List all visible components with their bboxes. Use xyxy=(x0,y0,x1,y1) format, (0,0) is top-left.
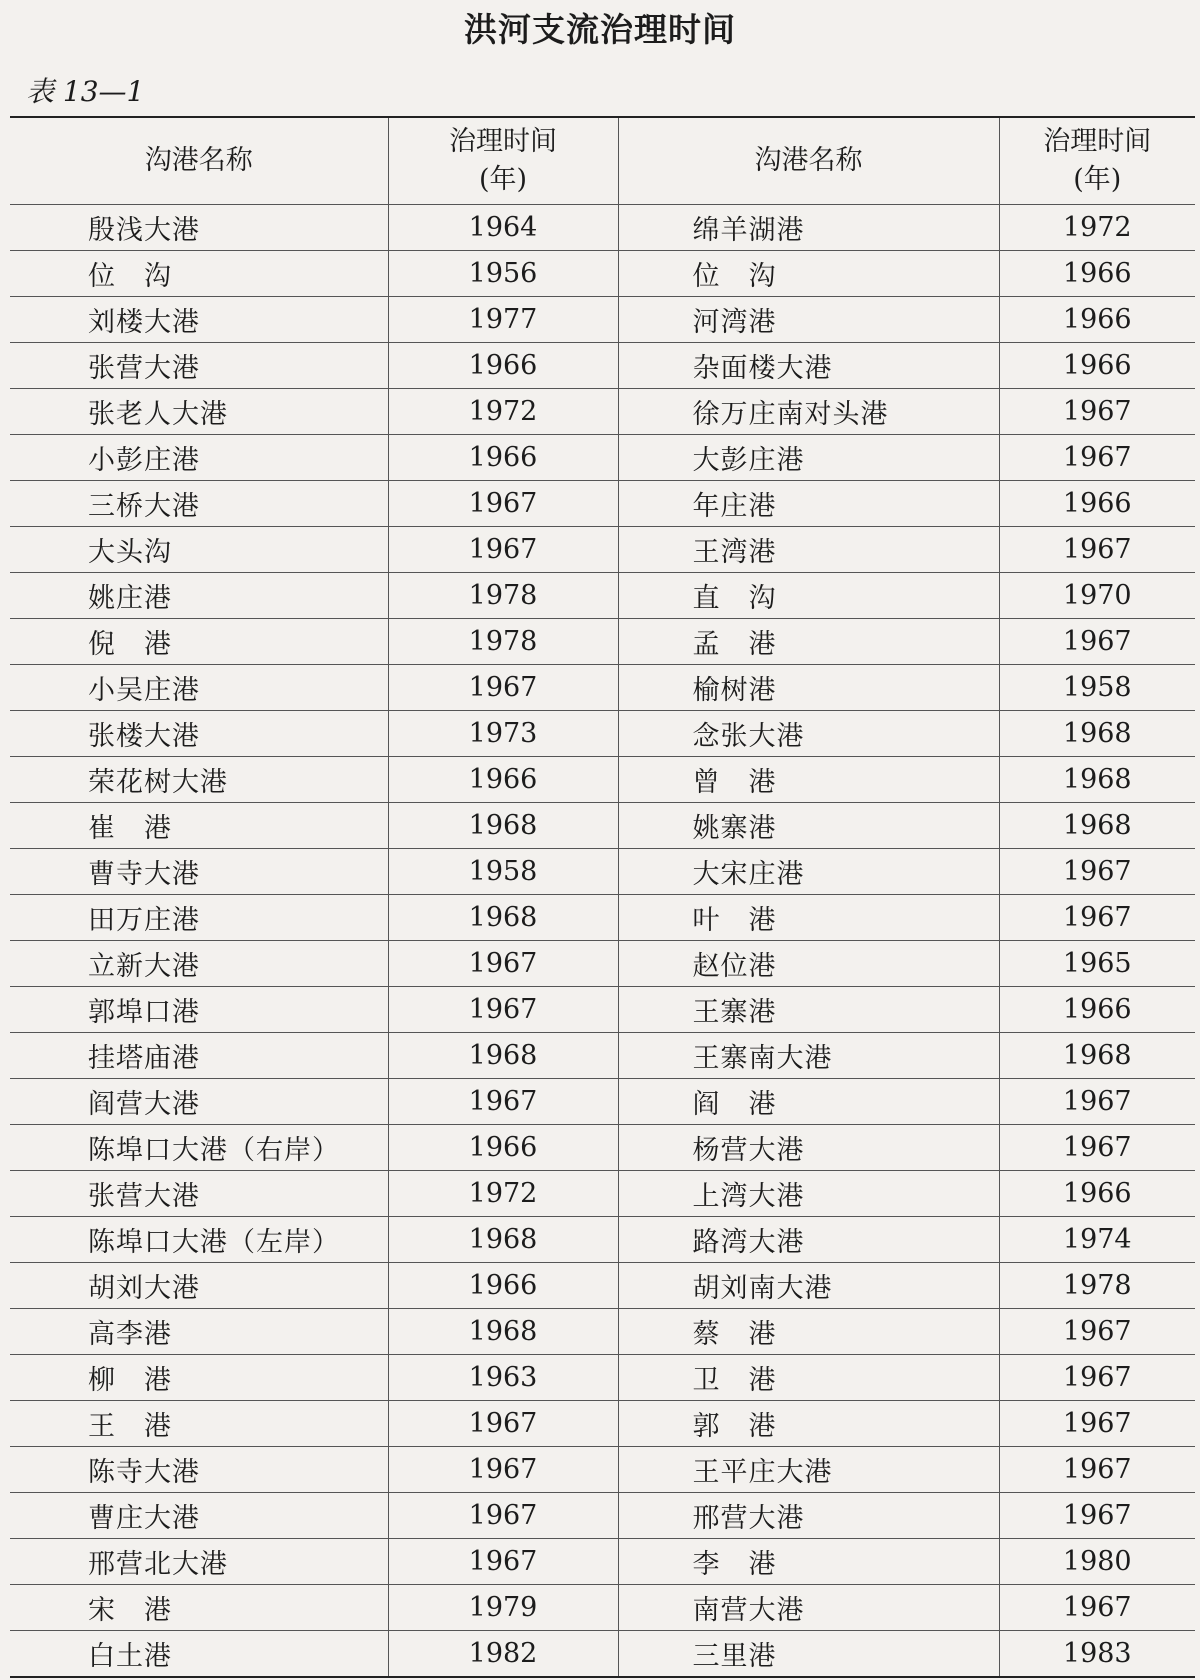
right-treatment-year: 1972 xyxy=(999,205,1195,251)
right-channel-name: 大彭庄港 xyxy=(618,435,999,481)
right-treatment-year: 1968 xyxy=(999,803,1195,849)
table-row xyxy=(10,757,1195,803)
right-treatment-year: 1967 xyxy=(999,1355,1195,1401)
right-treatment-year: 1967 xyxy=(999,1401,1195,1447)
right-treatment-year: 1966 xyxy=(999,481,1195,527)
left-channel-name: 张营大港 xyxy=(10,1171,388,1217)
right-channel-name: 阎 港 xyxy=(618,1079,999,1125)
table-row xyxy=(10,1493,1195,1539)
left-treatment-year: 1967 xyxy=(388,481,618,527)
table-row xyxy=(10,895,1195,941)
right-treatment-year: 1966 xyxy=(999,251,1195,297)
left-channel-name: 陈埠口大港（右岸） xyxy=(10,1125,388,1171)
right-channel-name: 李 港 xyxy=(618,1539,999,1585)
left-treatment-year: 1972 xyxy=(388,1171,618,1217)
table-row xyxy=(10,435,1195,481)
left-treatment-year: 1967 xyxy=(388,527,618,573)
left-treatment-year: 1966 xyxy=(388,435,618,481)
left-treatment-year: 1967 xyxy=(388,941,618,987)
right-treatment-year: 1967 xyxy=(999,1447,1195,1493)
left-treatment-year: 1977 xyxy=(388,297,618,343)
left-channel-name: 小吴庄港 xyxy=(10,665,388,711)
table-row xyxy=(10,573,1195,619)
left-channel-name: 刘楼大港 xyxy=(10,297,388,343)
left-channel-name: 阎营大港 xyxy=(10,1079,388,1125)
right-treatment-year: 1983 xyxy=(999,1631,1195,1678)
table-row xyxy=(10,1355,1195,1401)
left-treatment-year: 1968 xyxy=(388,1033,618,1079)
right-channel-name: 大宋庄港 xyxy=(618,849,999,895)
right-treatment-year: 1967 xyxy=(999,1079,1195,1125)
right-channel-name: 绵羊湖港 xyxy=(618,205,999,251)
left-channel-name: 大头沟 xyxy=(10,527,388,573)
left-channel-name: 姚庄港 xyxy=(10,573,388,619)
right-channel-name: 王平庄大港 xyxy=(618,1447,999,1493)
left-channel-name: 小彭庄港 xyxy=(10,435,388,481)
table-row xyxy=(10,1447,1195,1493)
left-channel-name: 荣花树大港 xyxy=(10,757,388,803)
left-channel-name: 郭埠口港 xyxy=(10,987,388,1033)
right-treatment-year: 1966 xyxy=(999,987,1195,1033)
left-treatment-year: 1978 xyxy=(388,619,618,665)
header-year-line2: (年) xyxy=(1073,164,1122,195)
table-row xyxy=(10,1033,1195,1079)
table-row xyxy=(10,1401,1195,1447)
left-treatment-year: 1967 xyxy=(388,987,618,1033)
table-row xyxy=(10,251,1195,297)
right-treatment-year: 1967 xyxy=(999,619,1195,665)
right-treatment-year: 1967 xyxy=(999,1585,1195,1631)
left-treatment-year: 1972 xyxy=(388,389,618,435)
left-channel-name: 陈埠口大港（左岸） xyxy=(10,1217,388,1263)
left-treatment-year: 1973 xyxy=(388,711,618,757)
right-channel-name: 三里港 xyxy=(618,1631,999,1678)
right-channel-name: 念张大港 xyxy=(618,711,999,757)
left-channel-name: 柳 港 xyxy=(10,1355,388,1401)
right-treatment-year: 1968 xyxy=(999,1033,1195,1079)
right-channel-name: 王寨港 xyxy=(618,987,999,1033)
right-treatment-year: 1974 xyxy=(999,1217,1195,1263)
table-row xyxy=(10,1217,1195,1263)
right-channel-name: 叶 港 xyxy=(618,895,999,941)
table-row xyxy=(10,1263,1195,1309)
table-row xyxy=(10,1079,1195,1125)
right-channel-name: 郭 港 xyxy=(618,1401,999,1447)
right-treatment-year: 1966 xyxy=(999,297,1195,343)
header-year-line1: 治理时间 xyxy=(1043,126,1152,157)
right-treatment-year: 1967 xyxy=(999,435,1195,481)
right-treatment-year: 1965 xyxy=(999,941,1195,987)
left-treatment-year: 1967 xyxy=(388,1447,618,1493)
right-treatment-year: 1967 xyxy=(999,849,1195,895)
left-treatment-year: 1968 xyxy=(388,803,618,849)
table-row xyxy=(10,297,1195,343)
left-channel-name: 宋 港 xyxy=(10,1585,388,1631)
right-treatment-year: 1967 xyxy=(999,527,1195,573)
left-treatment-year: 1982 xyxy=(388,1631,618,1678)
right-channel-name: 王寨南大港 xyxy=(618,1033,999,1079)
right-channel-name: 杂面楼大港 xyxy=(618,343,999,389)
table-row xyxy=(10,1585,1195,1631)
table-row xyxy=(10,205,1195,251)
left-treatment-year: 1967 xyxy=(388,1401,618,1447)
right-channel-name: 卫 港 xyxy=(618,1355,999,1401)
header-year-left xyxy=(388,117,618,205)
table-row xyxy=(10,1171,1195,1217)
left-treatment-year: 1978 xyxy=(388,573,618,619)
table-row xyxy=(10,1631,1195,1678)
table-row xyxy=(10,803,1195,849)
left-channel-name: 挂塔庙港 xyxy=(10,1033,388,1079)
table-row xyxy=(10,987,1195,1033)
left-treatment-year: 1956 xyxy=(388,251,618,297)
table-row xyxy=(10,481,1195,527)
right-channel-name: 路湾大港 xyxy=(618,1217,999,1263)
right-channel-name: 杨营大港 xyxy=(618,1125,999,1171)
left-channel-name: 位 沟 xyxy=(10,251,388,297)
left-treatment-year: 1966 xyxy=(388,1125,618,1171)
right-treatment-year: 1980 xyxy=(999,1539,1195,1585)
left-channel-name: 张楼大港 xyxy=(10,711,388,757)
header-year-line1: 治理时间 xyxy=(449,126,557,157)
left-channel-name: 邢营北大港 xyxy=(10,1539,388,1585)
right-treatment-year: 1968 xyxy=(999,711,1195,757)
left-channel-name: 陈寺大港 xyxy=(10,1447,388,1493)
right-treatment-year: 1966 xyxy=(999,1171,1195,1217)
left-channel-name: 王 港 xyxy=(10,1401,388,1447)
left-treatment-year: 1958 xyxy=(388,849,618,895)
table-row xyxy=(10,343,1195,389)
table-row xyxy=(10,389,1195,435)
left-channel-name: 白土港 xyxy=(10,1631,388,1678)
right-channel-name: 南营大港 xyxy=(618,1585,999,1631)
table-container xyxy=(10,116,1195,1678)
left-treatment-year: 1968 xyxy=(388,895,618,941)
right-channel-name: 年庄港 xyxy=(618,481,999,527)
table-body xyxy=(10,205,1195,1678)
right-channel-name: 榆树港 xyxy=(618,665,999,711)
left-treatment-year: 1968 xyxy=(388,1309,618,1355)
right-treatment-year: 1978 xyxy=(999,1263,1195,1309)
left-treatment-year: 1967 xyxy=(388,665,618,711)
left-channel-name: 崔 港 xyxy=(10,803,388,849)
right-channel-name: 姚寨港 xyxy=(618,803,999,849)
right-channel-name: 孟 港 xyxy=(618,619,999,665)
table-header xyxy=(10,117,1195,205)
left-treatment-year: 1966 xyxy=(388,757,618,803)
table-row xyxy=(10,1125,1195,1171)
right-channel-name: 赵位港 xyxy=(618,941,999,987)
right-treatment-year: 1967 xyxy=(999,895,1195,941)
right-channel-name: 位 沟 xyxy=(618,251,999,297)
right-treatment-year: 1958 xyxy=(999,665,1195,711)
table-row xyxy=(10,941,1195,987)
left-channel-name: 胡刘大港 xyxy=(10,1263,388,1309)
table-row xyxy=(10,711,1195,757)
table-row xyxy=(10,1309,1195,1355)
right-treatment-year: 1966 xyxy=(999,343,1195,389)
right-channel-name: 胡刘南大港 xyxy=(618,1263,999,1309)
header-year-line2: (年) xyxy=(478,164,528,195)
left-treatment-year: 1964 xyxy=(388,205,618,251)
page-title: 洪河支流治理时间 xyxy=(464,10,736,49)
right-channel-name: 蔡 港 xyxy=(618,1309,999,1355)
right-treatment-year: 1967 xyxy=(999,389,1195,435)
table-row xyxy=(10,665,1195,711)
left-channel-name: 倪 港 xyxy=(10,619,388,665)
left-treatment-year: 1966 xyxy=(388,1263,618,1309)
right-channel-name: 河湾港 xyxy=(618,297,999,343)
left-treatment-year: 1967 xyxy=(388,1539,618,1585)
left-treatment-year: 1967 xyxy=(388,1079,618,1125)
left-channel-name: 曹寺大港 xyxy=(10,849,388,895)
header-year-right xyxy=(999,117,1195,205)
right-channel-name: 上湾大港 xyxy=(618,1171,999,1217)
table-row xyxy=(10,619,1195,665)
right-treatment-year: 1970 xyxy=(999,573,1195,619)
table-number: 表 13—1 xyxy=(26,75,145,108)
left-channel-name: 三桥大港 xyxy=(10,481,388,527)
left-treatment-year: 1968 xyxy=(388,1217,618,1263)
header-name-right: 沟港名称 xyxy=(618,117,999,205)
left-channel-name: 曹庄大港 xyxy=(10,1493,388,1539)
right-treatment-year: 1967 xyxy=(999,1493,1195,1539)
left-channel-name: 张老人大港 xyxy=(10,389,388,435)
left-channel-name: 田万庄港 xyxy=(10,895,388,941)
left-treatment-year: 1979 xyxy=(388,1585,618,1631)
right-channel-name: 王湾港 xyxy=(618,527,999,573)
left-channel-name: 殷浅大港 xyxy=(10,205,388,251)
left-channel-name: 张营大港 xyxy=(10,343,388,389)
right-treatment-year: 1967 xyxy=(999,1309,1195,1355)
right-channel-name: 徐万庄南对头港 xyxy=(618,389,999,435)
right-channel-name: 曾 港 xyxy=(618,757,999,803)
treatment-time-table xyxy=(10,116,1195,1678)
table-row xyxy=(10,527,1195,573)
left-channel-name: 立新大港 xyxy=(10,941,388,987)
right-treatment-year: 1967 xyxy=(999,1125,1195,1171)
left-channel-name: 高李港 xyxy=(10,1309,388,1355)
left-treatment-year: 1967 xyxy=(388,1493,618,1539)
right-channel-name: 邢营大港 xyxy=(618,1493,999,1539)
left-treatment-year: 1966 xyxy=(388,343,618,389)
header-row xyxy=(10,117,1195,205)
table-row xyxy=(10,849,1195,895)
right-treatment-year: 1968 xyxy=(999,757,1195,803)
header-name-left: 沟港名称 xyxy=(10,117,388,205)
table-row xyxy=(10,1539,1195,1585)
right-channel-name: 直 沟 xyxy=(618,573,999,619)
left-treatment-year: 1963 xyxy=(388,1355,618,1401)
